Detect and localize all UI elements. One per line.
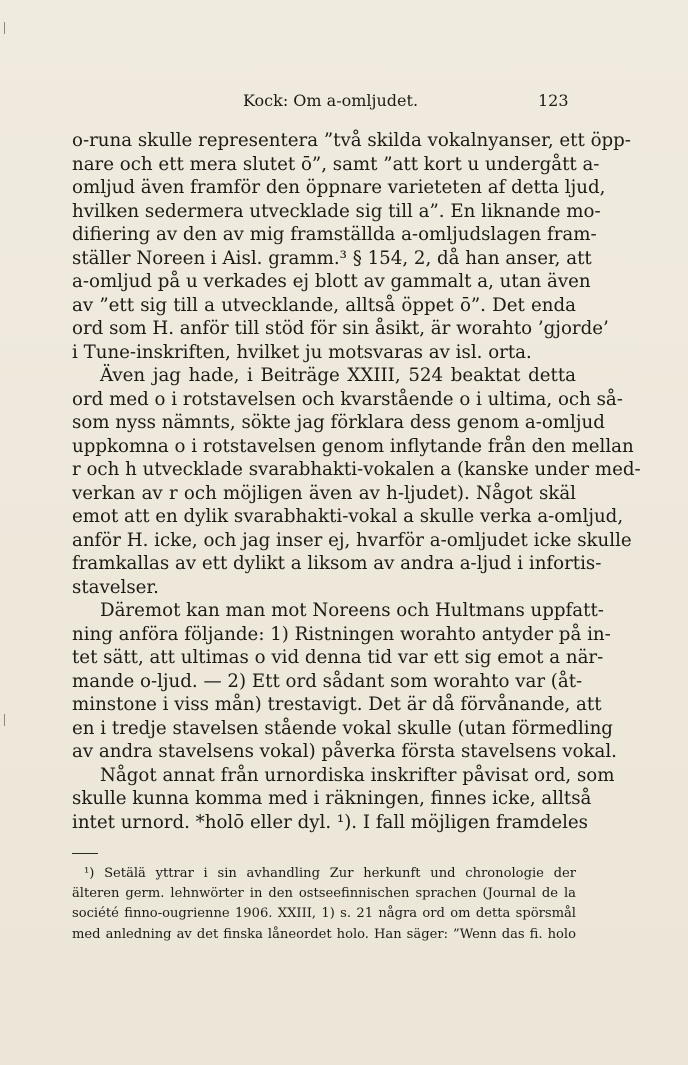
binding-mark (4, 714, 5, 726)
text-line: mande o-ljud. — 2) Ett ord sådant som worahto var (åt- (72, 670, 583, 692)
text-line: ord med o i rotstavelsen och kvarstående o i ultima, och så- (72, 388, 623, 410)
footnote (72, 864, 576, 945)
paragraph (72, 599, 617, 764)
text-line: ning anföra följande: 1) Ristningen worahto antyder på in- (72, 623, 611, 645)
paragraph (72, 764, 615, 835)
paragraph (72, 364, 641, 599)
text-line: intet urnord. *holō eller dyl. ¹). I fall möjligen framdeles (72, 811, 589, 833)
footnote-line: med anledning av det finska låneordet holo. Han säger: ”Wenn das fi. holo (72, 926, 576, 942)
page-number: 123 (538, 91, 569, 110)
text-line: difiering av den av mig framställda a-omljudslagen fram- (72, 224, 597, 245)
footnote-line: ¹) Setälä yttrar i sin avhandling Zur herkunft und chronologie der (84, 866, 576, 881)
text-line: Även jag hade, i Beiträge XXIII, 524 beaktat detta (100, 365, 576, 386)
text-line: i Tune-inskriften, hvilket ju motsvaras av isl. orta. (72, 341, 532, 363)
text-line: tet sätt, att ultimas o vid denna tid var ett sig emot a när- (72, 647, 604, 668)
text-line: en i tredje stavelsen stående vokal skulle (utan förmedling (72, 717, 613, 739)
text-line: ställer Noreen i Aisl. gramm.³ § 154, 2, då han anser, att (72, 247, 592, 269)
text-line: omljud även framför den öppnare varieteten af detta ljud, (72, 177, 606, 198)
text-line: verkan av r och möjligen även av h-ljudet). Något skäl (72, 482, 576, 504)
text-line: ord som H. anför till stöd för sin åsikt, är worahto ’gjorde’ (72, 318, 609, 339)
paragraph (72, 129, 631, 364)
text-line: r och h utvecklade svarabhakti-vokalen a (kanske under med- (72, 459, 641, 480)
footnote-line: älteren germ. lehnwörter in den ostseefinnischen sprachen (Journal de la (72, 886, 576, 902)
text-line: hvilken sedermera utvecklade sig till a”. En liknande mo- (72, 200, 601, 222)
text-line: anför H. icke, och jag inser ej, hvarför a-omljudet icke skulle (72, 529, 632, 551)
running-title: Kock: Om a-omljudet. (243, 91, 419, 110)
footnote-line: société finno-ougrienne 1906. XXIII, 1) s. 21 några ord om detta spörsmål (72, 906, 576, 922)
text-line: stavelser. (72, 576, 159, 598)
text-line: Något annat från urnordiska inskrifter påvisat ord, som (100, 764, 615, 786)
text-line: skulle kunna komma med i räkningen, finnes icke, alltså (72, 788, 592, 809)
binding-mark (4, 22, 5, 34)
text-line: a-omljud på u verkades ej blott av gammalt a, utan även (72, 271, 591, 292)
text-line: Däremot kan man mot Noreens och Hultmans uppfatt- (100, 600, 604, 621)
text-line: uppkomna o i rotstavelsen genom inflytande från den mellan (72, 435, 634, 457)
text-line: nare och ett mera slutet ō”, samt ”att kort u undergått a- (72, 153, 600, 175)
text-line: av ”ett sig till a utvecklande, alltså öppet ō”. Det enda (72, 294, 576, 316)
text-line: framkallas av ett dylikt a liksom av andra a-ljud i infortis- (72, 553, 602, 574)
text-line: som nyss nämnts, sökte jag förklara dess genom a-omljud (72, 412, 605, 433)
text-line: o-runa skulle representera ”två skilda vokalnyanser, ett öpp- (72, 130, 631, 151)
footnote-rule (72, 853, 98, 854)
text-line: emot att en dylik svarabhakti-vokal a skulle verka a-omljud, (72, 506, 624, 527)
text-line: minstone i viss mån) trestavigt. Det är då förvånande, att (72, 694, 602, 715)
text-line: av andra stavelsens vokal) påverka första stavelsens vokal. (72, 741, 617, 762)
main-text (72, 129, 641, 834)
